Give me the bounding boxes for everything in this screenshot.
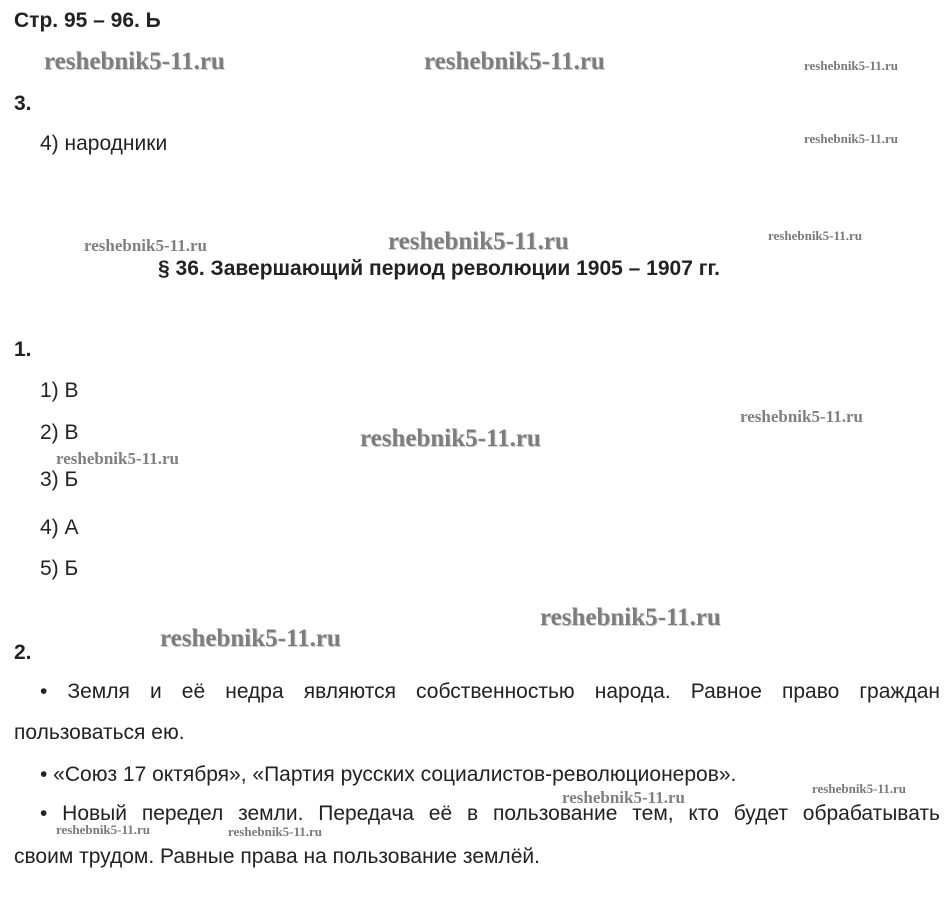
watermark: reshebnik5-11.ru [540,604,721,631]
watermark: reshebnik5-11.ru [228,824,323,839]
question-2-bullet-2: • «Союз 17 октября», «Партия русских социалистов-революционеров». [40,763,737,786]
watermark: reshebnik5-11.ru [360,425,541,452]
watermark: reshebnik5-11.ru [160,625,341,652]
watermark: reshebnik5-11.ru [768,228,863,243]
watermark: reshebnik5-11.ru [84,236,207,255]
question-1-answer-1: 1) В [40,379,79,402]
section-title: § 36. Завершающий период революции 1905 – 1907 гг. [158,257,720,280]
question-2-bullet-3-line-1: • Новый передел земли. Передача её в пользование тем, кто будет обрабатывать [40,802,940,825]
question-1-answer-4: 4) А [40,516,79,539]
watermark: reshebnik5-11.ru [388,228,569,255]
watermark: reshebnik5-11.ru [804,131,899,146]
watermark: reshebnik5-11.ru [424,48,605,75]
watermark: reshebnik5-11.ru [562,788,685,807]
watermark: reshebnik5-11.ru [740,407,863,426]
watermark: reshebnik5-11.ru [812,781,907,796]
question-number-2: 2. [14,641,32,664]
question-2-bullet-1-line-2: пользоваться ею. [14,721,185,744]
question-1-answer-5: 5) Б [40,557,79,580]
watermark: reshebnik5-11.ru [56,449,179,468]
question-2-bullet-3-line-2: своим трудом. Равные права на пользование землёй. [14,845,540,868]
question-number-3: 3. [14,92,32,115]
question-1-answer-3: 3) Б [40,468,79,491]
question-3-answer: 4) народники [40,132,168,155]
watermark: reshebnik5-11.ru [56,822,151,837]
question-number-1: 1. [14,338,32,361]
question-2-bullet-1-line-1: • Земля и её недра являются собственностью народа. Равное право граждан [40,680,940,703]
question-1-answer-2: 2) В [40,421,79,444]
watermark: reshebnik5-11.ru [44,48,225,75]
page-reference: Стр. 95 – 96. Ь [14,9,161,32]
watermark: reshebnik5-11.ru [804,58,899,73]
